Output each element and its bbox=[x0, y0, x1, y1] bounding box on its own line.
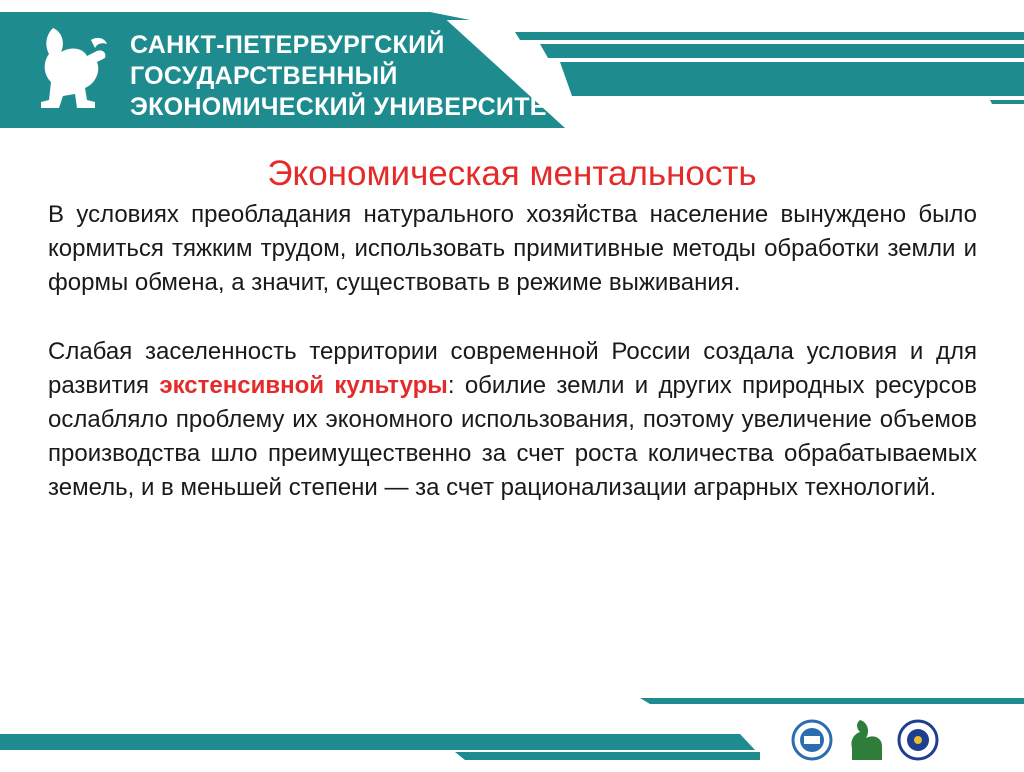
paragraph-1: В условиях преобладания натурального хозяйства население вынуждено было кормиться тяжким трудом, использовать примитивные методы обработки земли и формы обмена, а значит, существовать в режиме выживания. bbox=[48, 201, 977, 297]
paragraph-2-end: : обилие земли и других природных ресурсов ослабляло проблему их экономного использования, поэтому увеличение объемов производства шло преимущественно за счет роста количества обрабатываемых земель, и в меньшей степени — за счет рационализации аграрных технологий. bbox=[48, 371, 977, 502]
university-name-line-3: ЭКОНОМИЧЕСКИЙ УНИВЕРСИТЕТ bbox=[130, 93, 563, 121]
paragraph-2 bbox=[48, 335, 977, 506]
university-name-line-1: САНКТ-ПЕТЕРБУРГСКИЙ bbox=[130, 31, 445, 59]
institute-seal-icon bbox=[793, 721, 831, 759]
university-name bbox=[130, 30, 562, 123]
paragraph-2-start: Слабая заселенность территории современной России создала условия и для развития bbox=[48, 337, 977, 399]
griffin-emblem-icon bbox=[851, 720, 882, 760]
griffin-logo-icon bbox=[35, 22, 115, 119]
university-name-line-2: ГОСУДАРСТВЕННЫЙ bbox=[130, 62, 398, 90]
slide-title: Экономическая ментальность bbox=[267, 154, 757, 193]
footer-logos bbox=[790, 712, 960, 762]
highlight-term: экстенсивной культуры bbox=[159, 371, 448, 399]
blue-emblem-icon bbox=[899, 721, 937, 759]
slide-body bbox=[48, 198, 977, 506]
